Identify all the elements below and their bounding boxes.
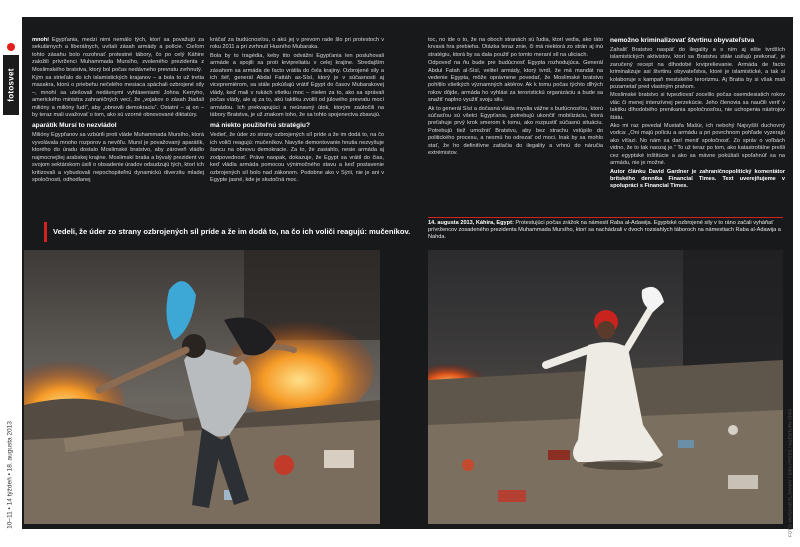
paragraph: kráčať za budúcnosťou, o akú jej v prevom rade šlo pri protestoch v roku 2011 a pri zvrhnutí Husního Mubaraka. [210,37,384,51]
paragraph: Odpoveď na ňu bude pre budúcnosť Egypta rozhodujúca. Generál Abdul Fatah al-Sísí, velitel armády, ktorý tvrdí, že má mandát na vedenie Egypta, môže oprávnene povedať, že Moslimské bratstvo pohltilo všetkých významných aktérov. Ak k tomu počas týchto dlhých rokov dôjde, armáda ho vyhlási za teroristickú organizáciu a bude sa snažiť naplno využiť svoju silu. [428,60,603,104]
folio-text: 10–11 • 14 týždeň • 18. augusta 2013 [6,421,14,529]
right-column-1 [428,37,603,215]
paragraph: Vedieť, že úder zo strany ozbrojených síl príde a že im dodá to, na čo ich voliči reagujú: mučeníkov. Navyše demontovanie hnutia nezvyšuje šancu na obnovu demokracie. Za to, že zasiahlo, nesie armáda aj zodpovednosť. Práve naopak, dokazuje, že Egypt sa vrátil do čias, keď vládla armáda pomocou výnimočného stavu a keď postavenie ozbrojených síl bolo nad zákonom. Podobne ako v Sýrii, nie je ani v Egypte jasné, kde je skutočná moc. [210,132,384,183]
paragraph: Ako mi raz povedal Mustafa Mašúr, ich nebohý Najvyšší duchovný vodca: „Oni majú políciu a armádu a pri povrchnom pohľade vyzerajú ako víťazi. No nám sa darí meniť spoločnosť. Zo správ o voľbách vidno, že to tak naozaj je.“ To už teraz po tom, ako katastrofálne prešli cez egyptské inštitúcie a ako sa mávne pokúšali spoľahnúť sa na armádu, nie je možné. [610,123,785,167]
section-tab [3,55,19,115]
paragraph: Zahaliť Bratstvo naspäť do ilegality a s ním aj ešte tvrdších islamistických aktivistov, ktorí sa Bratstvu stále usilujú prekonať, je zaručený recept na dlhodobé krviprelievanie. Armáda de facto kriminalizuje asi štvrtinu obyvateľstva, ktoré je islamistické, a tak si kolaboruje s kampaň mestského terorizmu. Aj Bratia by si však mali pozametať pred vlastným prahom. [610,47,785,91]
photo-protester-throwing [24,250,380,524]
photo-caption [428,220,783,250]
left-column-2 [210,37,384,215]
paragraph: Kým sa strieľalo do ich islamistických krajanov – a bola to už tretia masakra, ktorú o priebehu nečelého mesiaca spáchali ozbrojené sily –, mnohí sa utešovali nedávnymi vyhláseniami Johna Kerryho, amerického ministra zahraničných vecí, že „vojakov o zásah žiadali milióny a milióny ľudí“, aby „obnovili demokraciu“. Ostatní – aj on – by teraz mali uvažovať o tom, ako sú vzorné obnovované diktatúry. [32,75,204,119]
pull-quote: Vedeli, že úder zo strany ozbrojených síl príde a že im dodá to, na čo ich voliči reagujú: mučeníkov. [44,222,392,242]
section-label: fotosvet [6,68,16,102]
paragraph: Milióny Egypťanov sa vzbúrili proti vláde Muhammada Mursího, ktorá vyvolávala mnoho rozporov a nevôľu. Mursí je považovaný aparátík, ktorého do úradu dostalo Moslimské bratstvo, aby zároveň vládlo najmocnejšej arabskej krajine. Moslimskí bratia a bývalý prezident vo svojom sektárskom úsilí o obsadenie úradov odsudzujú tých, ktorí ich kritizovali a vybudovali nepochopiteľnú dynamickú diverzitu mladej spoločnosti, odhodlanej [32,132,204,183]
paragraph: Moslimské bratstvo si tvpezliovať zocelilo počas osemdesiatich rokov vlác či menej intenzívnej perzekúcie. Jeho členovia sa naučili veriť v taktiku dlhodobého prenikania spoločnosťou, nie uchopenia nástrojov štátu. [610,92,785,121]
section-dot [7,43,15,51]
photo-illustration [24,250,380,524]
right-column-2 [610,37,785,215]
paragraph [32,37,204,74]
photo-man-in-white-robe [428,250,783,524]
caption-text: Protestujúci počas zrážok na námestí Raba al-Adawija. Egyptské ozbrojené sily v to ráno začali vyháňať prívržencov zosadeného prezidenta Muhammada Mursího, ktorí sa nachádzali v dvoch rozsiahlych táboroch na námestiach Raba al-Adawija a Nahda. [428,220,781,241]
caption-rule [428,217,783,218]
author-note: Autor článku David Gardner je zahraničnopolitický komentátor britského denníka Financial Times. Text uverejňujeme v spolupráci s Financial Times. [610,168,785,190]
subheading: aparátík Mursí to nezvládol [32,122,117,130]
photo-credit-text: FOTO: MOSA'AB ELSHAMY / SIPA PRESS / AGENTURA ISIFA [787,408,793,537]
paragraph-text: Egypťania, medzi nimi nemálo tých, ktorí sa považujú za sekulárnych a liberálnych, uvítali zásah armády a polície. Cieľom tohto zásahu bolo rozohnať protestné tábory, čo po celý Káhire založili prívrženci Muhammada Mursího, zvoleného prezidenta z Moslimského bratstva, ktorý bol počas nedávneho prevratu zvrhnutý. [32,37,204,73]
photo-credit [784,408,796,537]
subheading: nemožno kriminalizovať štvrtinu obyvateľstva [610,37,755,44]
paragraph: Ak to generál Sísí a dočasná vláda myslia vážne s budúcnosťou, ktorú súčasťou sú všetci Egypťania, potrebujú ukončiť mobilizáciu, ktorá preťahuje prvý krok smerom k tomu, ako rozpustiť súčasnú situáciu. Potrebujú tiež umožniť Bratstvu, aby bez strachu vstúpilo do politického procesu, a nesmú ho odrezať od moci. Inak by sa mohlo stať, že ho definitívne zatlačia do ilegality a vrhnú do náručia extrémistov. [428,105,603,157]
photo-illustration [428,250,783,524]
lead-word: mnohí [32,37,49,43]
paragraph: Bola by to tragédia, keby tito odvážni Egypťania len posluhovali armáde a spojili sa proti krvipreliatiu v celej krajine. Stredajším zásahom sa armáda de facto vrátila do čela krajiny. Ozbrojené sily a ich šéf, generál Abdal Fattáh as-Sísí, ktorý je v súčasnosti aj vicepremiérom, sa stále pokúšajú vrátiť Egypt do časov Mubarakovej vlády, keď mali v rukách všetku moc – nielen za to, ako sa správali počas vlády, ale aj za to, akú taktiku zvolili od júlového prevratu mocí armádou. Ich prekvapujúci a neúnavný útok, ktorým zaútočili na tábory Bratstva, je už znakom toho, že sa tohto spojenectva zbavujú. [210,52,384,119]
caption-date: 14. augusta 2013, Káhira, Egypt: [428,220,514,226]
subheading: má niekto použiteľnú stratégiu? [210,122,310,130]
folio [2,420,18,530]
paragraph: toc, no ide o to, že na oboch stranách sú ľudia, ktorí vedia, ako táto krvavá hra prebieha. Otázka teraz znie, či má niektorá zo strán aj inú stratégiu, ktorá by sa dala použiť po tomto meraní síl na uliciach. [428,37,603,58]
left-column-1 [32,37,204,215]
